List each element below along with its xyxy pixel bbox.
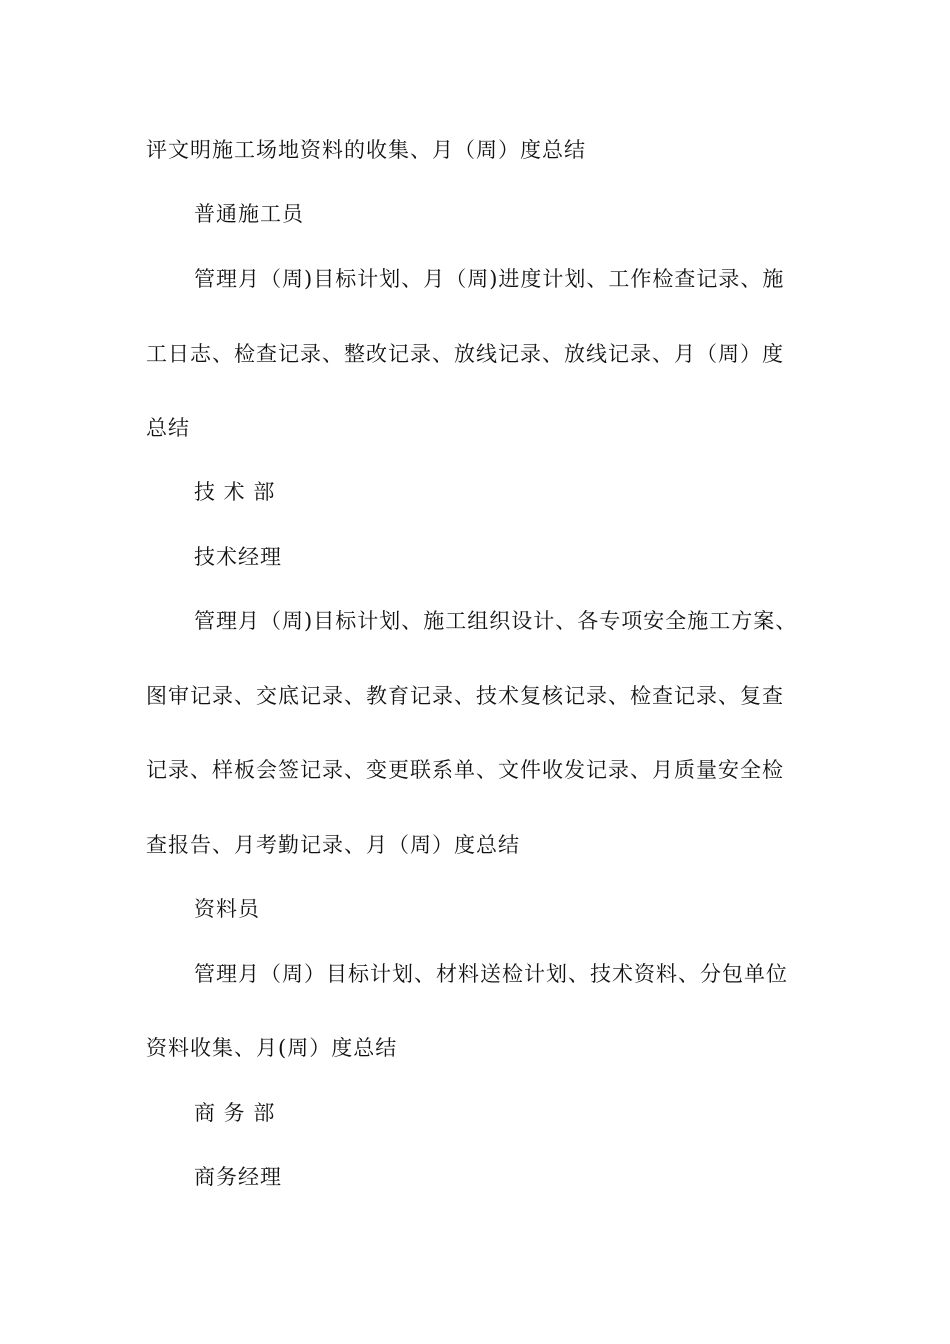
paragraph-line: 资料收集、月(周）度总结 — [146, 1036, 398, 1060]
role-heading: 商务经理 — [194, 1165, 282, 1189]
paragraph-line: 评文明施工场地资料的收集、月（周）度总结 — [146, 138, 586, 162]
paragraph-line: 图审记录、交底记录、教育记录、技术复核记录、检查记录、复查 — [146, 684, 784, 708]
role-heading: 资料员 — [194, 897, 260, 921]
role-heading: 普通施工员 — [194, 202, 304, 226]
paragraph-line: 查报告、月考勤记录、月（周）度总结 — [146, 833, 520, 857]
paragraph-line: 管理月（周）目标计划、材料送检计划、技术资料、分包单位 — [194, 962, 788, 986]
paragraph-line: 记录、样板会签记录、变更联系单、文件收发记录、月质量安全检 — [146, 758, 784, 782]
paragraph-line: 总结 — [146, 416, 190, 440]
paragraph-line: 管理月（周)目标计划、施工组织设计、各专项安全施工方案、 — [194, 609, 798, 633]
department-heading: 技 术 部 — [194, 480, 276, 504]
department-heading: 商 务 部 — [194, 1101, 276, 1125]
role-heading: 技术经理 — [194, 545, 282, 569]
paragraph-line: 工日志、检查记录、整改记录、放线记录、放线记录、月（周）度 — [146, 342, 784, 366]
paragraph-line: 管理月（周)目标计划、月（周)进度计划、工作检查记录、施 — [194, 267, 785, 291]
